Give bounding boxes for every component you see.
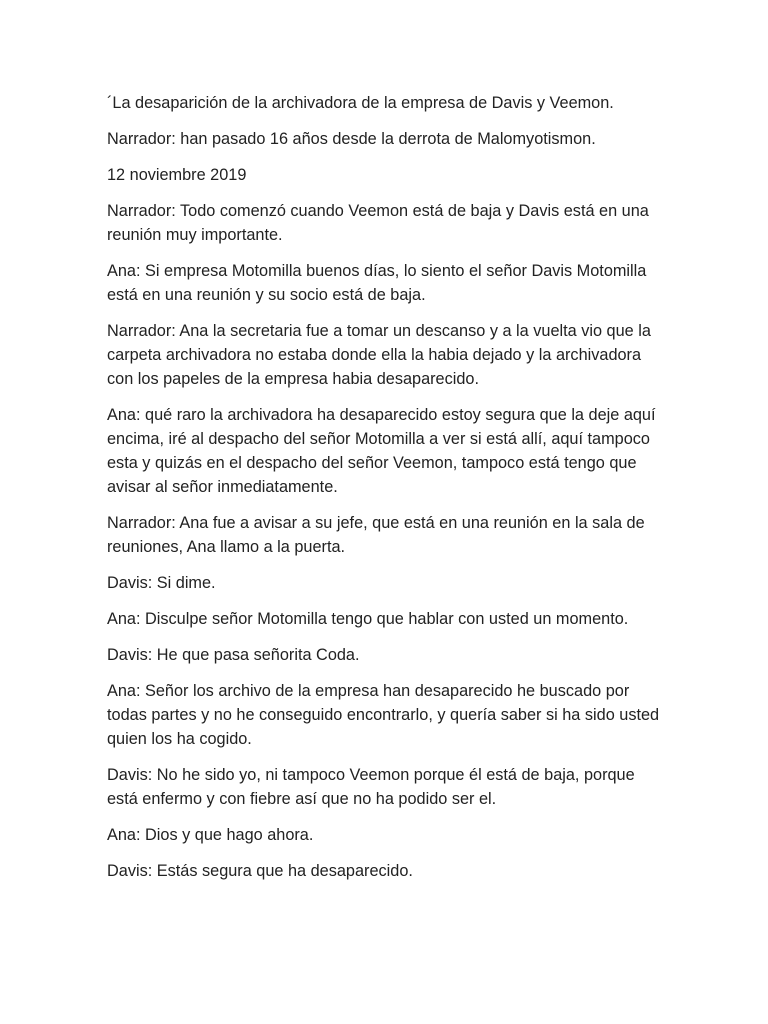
document-page xyxy=(107,91,667,895)
dialogue-line-ana: Ana: Señor los archivo de la empresa han desaparecido he buscado por todas partes y no he conseguido encontrarlo, y quería saber si ha sido usted quien los ha cogido. xyxy=(107,682,660,748)
narrator-line: Narrador: Ana fue a avisar a su jefe, que está en una reunión en la sala de reuniones, Ana llamo a la puerta. xyxy=(107,514,645,556)
dialogue-line-davis: Davis: No he sido yo, ni tampoco Veemon porque él está de baja, porque está enfermo y con fiebre así que no ha podido ser el. xyxy=(107,766,635,808)
narrator-line: Narrador: han pasado 16 años desde la derrota de Malomyotismon. xyxy=(107,130,596,148)
dialogue-line-davis: Davis: Si dime. xyxy=(107,574,216,592)
dialogue-line-ana: Ana: Si empresa Motomilla buenos días, lo siento el señor Davis Motomilla está en una reunión y su socio está de baja. xyxy=(107,262,647,304)
dialogue-line-ana: Ana: qué raro la archivadora ha desaparecido estoy segura que la deje aquí encima, iré al despacho del señor Motomilla a ver si está allí, aquí tampoco esta y quizás en el despacho del señor Veemon, tampoco está tengo que avisar al señor inmediatamente. xyxy=(107,406,656,496)
narrator-line: Narrador: Ana la secretaria fue a tomar un descanso y a la vuelta vio que la carpeta archivadora no estaba donde ella la habia dejado y la archivadora con los papeles de la empresa habia desaparecido. xyxy=(107,322,651,388)
narrator-line: Narrador: Todo comenzó cuando Veemon está de baja y Davis está en una reunión muy importante. xyxy=(107,202,649,244)
date-line: 12 noviembre 2019 xyxy=(107,166,247,184)
document-title-line: ´La desaparición de la archivadora de la empresa de Davis y Veemon. xyxy=(107,94,614,112)
dialogue-line-davis: Davis: Estás segura que ha desaparecido. xyxy=(107,862,413,880)
dialogue-line-davis: Davis: He que pasa señorita Coda. xyxy=(107,646,360,664)
dialogue-line-ana: Ana: Dios y que hago ahora. xyxy=(107,826,314,844)
dialogue-line-ana: Ana: Disculpe señor Motomilla tengo que hablar con usted un momento. xyxy=(107,610,629,628)
